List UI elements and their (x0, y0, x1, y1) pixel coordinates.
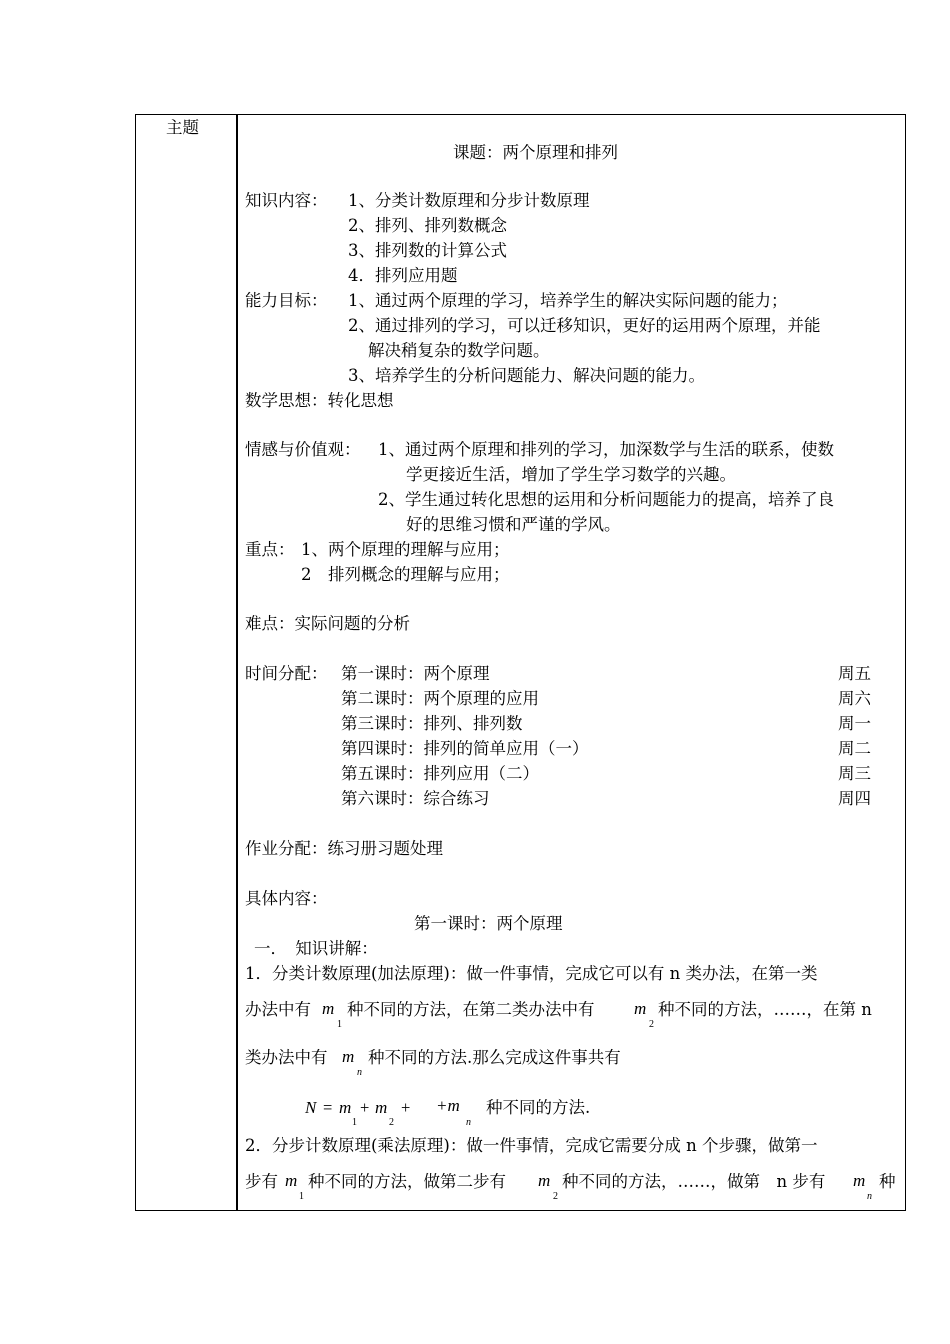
addition-principle-line: 1．分类计数原理(加法原理)：做一件事情，完成它可以有 n 类办法，在第一类 (245, 964, 818, 983)
math-plus-m: +m (436, 1096, 460, 1115)
math-subscript: n (466, 1117, 471, 1128)
schedule-lesson: 第五课时：排列应用（二） (341, 764, 539, 783)
formula-tail: 种不同的方法. (486, 1098, 591, 1117)
math-m: m (375, 1098, 388, 1117)
math-subscript: 2 (389, 1117, 394, 1128)
schedule-lesson: 第四课时：排列的简单应用（一） (341, 739, 589, 758)
knowledge-item: 2、排列、排列数概念 (348, 216, 507, 235)
schedule-day: 周二 (838, 739, 871, 758)
page-title: 课题：两个原理和排列 (453, 143, 618, 162)
emotion-item: 1、通过两个原理和排列的学习，加深数学与生活的联系，使数 (378, 440, 834, 459)
addition-principle-line: 种不同的方法，……，在第 n (658, 1000, 872, 1019)
math-plus: + (360, 1098, 370, 1117)
math-m: m (634, 999, 647, 1018)
key-point-item: 2 排列概念的理解与应用； (301, 565, 510, 584)
key-point-item: 1、两个原理的理解与应用； (301, 540, 510, 559)
math-m: m (285, 1171, 298, 1190)
math-m: m (339, 1098, 352, 1117)
emotion-item: 2、学生通过转化思想的运用和分析问题能力的提高，培养了良 (378, 490, 834, 509)
emotion-item-cont: 学更接近生活，增加了学生学习数学的兴趣。 (406, 465, 736, 484)
math-subscript: 1 (337, 1019, 342, 1030)
emotion-label: 情感与价值观： (245, 440, 361, 459)
math-m: m (342, 1047, 355, 1066)
multiplication-principle-line: 步有 (245, 1172, 278, 1191)
lesson-plan-table (135, 114, 906, 1211)
addition-principle-line: 种不同的方法，在第二类办法中有 (347, 1000, 595, 1019)
multiplication-principle-line: 种 (879, 1172, 896, 1191)
math-plus: + (401, 1098, 411, 1117)
key-points-label: 重点： (245, 540, 295, 559)
lesson1-title: 第一课时：两个原理 (414, 914, 563, 933)
schedule-lesson: 第三课时：排列、排列数 (341, 714, 523, 733)
multiplication-principle-line: 种不同的方法，做第二步有 (308, 1172, 506, 1191)
schedule-lesson: 第一课时：两个原理 (341, 664, 490, 683)
math-subscript: n (357, 1067, 362, 1078)
ability-item-cont: 解决稍复杂的数学问题。 (368, 341, 550, 360)
schedule-day: 周五 (838, 664, 871, 683)
ability-item: 1、通过两个原理的学习，培养学生的解决实际问题的能力； (348, 291, 788, 310)
math-m: m (853, 1171, 866, 1190)
multiplication-principle-line: 种不同的方法，……，做第 n 步有 (562, 1172, 826, 1191)
knowledge-item: 3、排列数的计算公式 (348, 241, 507, 260)
schedule-day: 周六 (838, 689, 871, 708)
math-m: m (322, 999, 335, 1018)
ability-item: 3、培养学生的分析问题能力、解决问题的能力。 (348, 366, 705, 385)
addition-principle-line: 种不同的方法.那么完成这件事共有 (368, 1048, 621, 1067)
left-header-topic: 主题 (166, 118, 199, 137)
schedule-day: 周三 (838, 764, 871, 783)
schedule-lesson: 第二课时：两个原理的应用 (341, 689, 539, 708)
math-equals: = (323, 1098, 333, 1117)
math-subscript: 2 (649, 1019, 654, 1030)
knowledge-item: 1、分类计数原理和分步计数原理 (348, 191, 590, 210)
knowledge-label: 知识内容： (245, 191, 328, 210)
ability-label: 能力目标： (245, 291, 328, 310)
multiplication-principle-line: 2．分步计数原理(乘法原理)：做一件事情，完成它需要分成 n 个步骤，做第一 (245, 1136, 818, 1155)
emotion-item-cont: 好的思维习惯和严谨的学风。 (406, 515, 621, 534)
math-subscript: n (867, 1191, 872, 1202)
difficulty: 难点：实际问题的分析 (245, 614, 410, 633)
ability-item: 2、通过排列的学习，可以迁移知识，更好的运用两个原理，并能 (348, 316, 821, 335)
schedule-lesson: 第六课时：综合练习 (341, 789, 490, 808)
section-heading: 一． 知识讲解： (254, 939, 378, 958)
math-subscript: 1 (352, 1117, 357, 1128)
knowledge-item: 4．排列应用题 (348, 266, 458, 285)
schedule-label: 时间分配： (245, 664, 328, 683)
math-N: N (305, 1098, 317, 1117)
homework: 作业分配：练习册习题处理 (245, 839, 443, 858)
schedule-day: 周一 (838, 714, 871, 733)
math-thought: 数学思想：转化思想 (245, 391, 394, 410)
math-subscript: 1 (299, 1191, 304, 1202)
math-subscript: 2 (553, 1191, 558, 1202)
schedule-day: 周四 (838, 789, 871, 808)
addition-principle-line: 类办法中有 (245, 1048, 328, 1067)
content-label: 具体内容： (245, 889, 328, 908)
addition-principle-line: 办法中有 (245, 1000, 311, 1019)
math-m: m (538, 1171, 551, 1190)
column-divider (236, 114, 238, 1211)
